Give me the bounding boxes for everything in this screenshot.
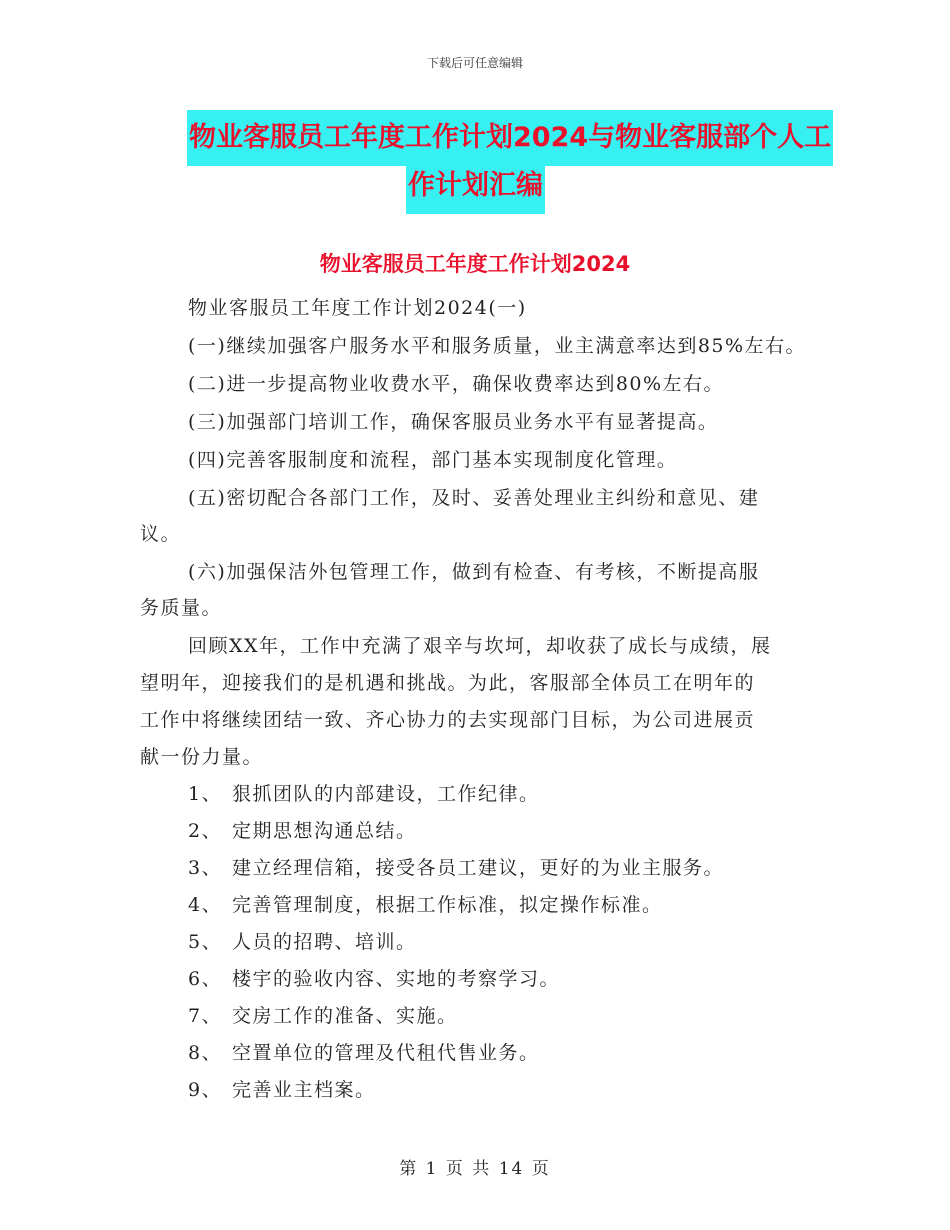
list-item-text: 完善管理制度，根据工作标准，拟定操作标准。 — [232, 894, 663, 916]
paragraph: (四)完善客服制度和流程，部门基本实现制度化管理。 — [188, 449, 678, 471]
list-item-text: 完善业主档案。 — [232, 1079, 376, 1101]
list-item — [188, 924, 417, 961]
title-line-1: 物业客服员工年度工作计划2024与物业客服部个人工 — [187, 110, 833, 166]
list-item — [188, 850, 724, 887]
paragraph: 献一份力量。 — [140, 746, 264, 768]
list-item-number: 6、 — [188, 968, 223, 990]
list-item-text: 狠抓团队的内部建设，工作纪律。 — [232, 783, 540, 805]
list-item-number: 9、 — [188, 1079, 223, 1101]
header-note: 下载后可任意编辑 — [426, 56, 523, 70]
list-item — [188, 813, 417, 850]
paragraph: 物业客服员工年度工作计划2024(一) — [188, 297, 527, 319]
paragraph: (五)密切配合各部门工作，及时、妥善处理业主纠纷和意见、建 — [188, 487, 760, 509]
page-footer: 第 1 页 共 14 页 — [399, 1159, 551, 1179]
section-title: 物业客服员工年度工作计划2024 — [319, 252, 631, 276]
list-item-text: 楼宇的验收内容、实地的考察学习。 — [232, 968, 561, 990]
paragraph: 务质量。 — [140, 597, 223, 619]
paragraph: 回顾XX年，工作中充满了艰辛与坎坷，却收获了成长与成绩，展 — [188, 635, 772, 657]
paragraph: (三)加强部门培训工作，确保客服员业务水平有显著提高。 — [188, 411, 719, 433]
paragraph: (一)继续加强客户服务水平和服务质量，业主满意率达到85%左右。 — [188, 335, 807, 357]
list-item-text: 空置单位的管理及代租代售业务。 — [232, 1042, 540, 1064]
list-item-text: 建立经理信箱，接受各员工建议，更好的为业主服务。 — [232, 857, 725, 879]
list-item-number: 7、 — [188, 1005, 223, 1027]
list-item — [188, 887, 663, 924]
list-item-text: 人员的招聘、培训。 — [232, 931, 417, 953]
list-item — [188, 1072, 376, 1109]
list-item-text: 交房工作的准备、实施。 — [232, 1005, 458, 1027]
list-item — [188, 998, 458, 1035]
list-item — [188, 961, 560, 998]
list-item-number: 3、 — [188, 857, 223, 879]
title-line-2: 作计划汇编 — [406, 158, 545, 214]
list-item — [188, 776, 540, 813]
paragraph: 议。 — [140, 523, 182, 545]
list-item-number: 4、 — [188, 894, 223, 916]
paragraph: (二)进一步提高物业收费水平，确保收费率达到80%左右。 — [188, 373, 725, 395]
list-item-number: 2、 — [188, 820, 223, 842]
list-item-number: 1、 — [188, 783, 223, 805]
list-item-number: 5、 — [188, 931, 223, 953]
paragraph: 工作中将继续团结一致、齐心协力的去实现部门目标，为公司进展贡 — [140, 709, 756, 731]
paragraph: (六)加强保洁外包管理工作，做到有检查、有考核，不断提高服 — [188, 561, 760, 583]
paragraph: 望明年，迎接我们的是机遇和挑战。为此，客服部全体员工在明年的 — [140, 672, 756, 694]
list-item — [188, 1035, 540, 1072]
list-item-number: 8、 — [188, 1042, 223, 1064]
list-item-text: 定期思想沟通总结。 — [232, 820, 417, 842]
